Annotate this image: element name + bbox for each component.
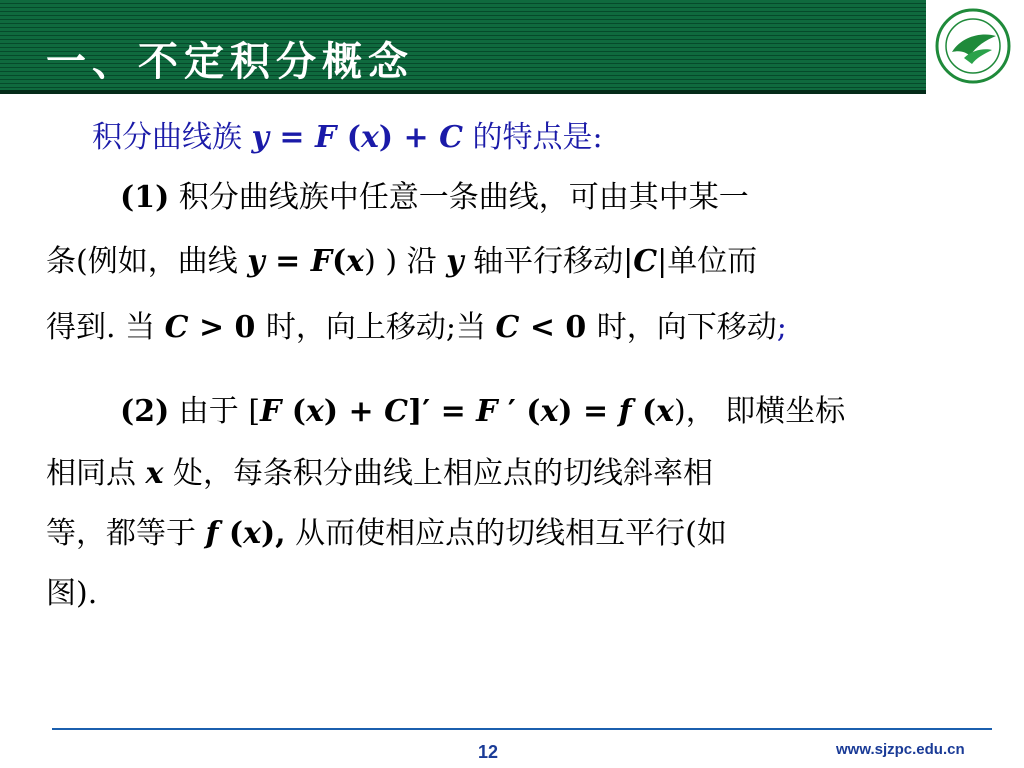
text-segment: ; bbox=[776, 310, 787, 345]
text-segment: f bbox=[618, 394, 632, 429]
text-segment: F bbox=[310, 244, 333, 279]
text-line-2 bbox=[120, 172, 749, 216]
text-segment: x bbox=[145, 456, 164, 491]
page-number: 12 bbox=[478, 742, 499, 762]
text-segment: 得到. 当 bbox=[46, 310, 165, 345]
text-segment: x bbox=[540, 394, 559, 429]
text-segment: > 0 bbox=[188, 310, 266, 345]
text-segment: ) + bbox=[378, 120, 440, 155]
text-line-5 bbox=[120, 386, 845, 430]
text-segment: C bbox=[164, 310, 189, 345]
text-segment: ( bbox=[281, 394, 306, 429]
text-segment: 条(例如，曲线 bbox=[46, 244, 248, 279]
text-segment: (1) bbox=[120, 180, 170, 215]
text-segment: x bbox=[346, 244, 365, 279]
text-segment: 等，都等于 bbox=[46, 516, 206, 551]
text-segment: ]′ = bbox=[408, 394, 477, 429]
text-segment: 从而使相应点的切线相互平行(如 bbox=[285, 516, 727, 551]
text-segment: 轴平行移动| bbox=[463, 244, 634, 279]
text-segment: 积分曲线族 bbox=[92, 120, 252, 155]
text-segment: 由于 [ bbox=[169, 394, 261, 429]
text-segment: C bbox=[384, 394, 409, 429]
text-segment: F bbox=[476, 394, 498, 429]
text-segment: x bbox=[360, 120, 379, 155]
text-segment: C bbox=[633, 244, 658, 279]
text-segment: ′ ( bbox=[497, 394, 541, 429]
text-line-1 bbox=[92, 112, 603, 156]
text-segment: x bbox=[306, 394, 324, 429]
text-segment: |单位而 bbox=[657, 244, 758, 279]
text-segment: ( bbox=[332, 244, 347, 279]
text-segment: ) + bbox=[323, 394, 385, 429]
slide-title: 一、不定积分概念 bbox=[46, 39, 414, 85]
text-segment: ), bbox=[260, 516, 286, 551]
text-segment: = bbox=[268, 120, 316, 155]
text-segment: y bbox=[251, 120, 269, 155]
text-segment: = bbox=[264, 244, 311, 279]
text-segment: ( bbox=[218, 516, 244, 551]
text-segment: 时，向下移动 bbox=[596, 310, 777, 345]
text-segment: ) = bbox=[558, 394, 619, 429]
text-segment: ) ) 沿 bbox=[364, 244, 447, 279]
text-segment: F bbox=[315, 120, 337, 155]
text-segment: F bbox=[260, 394, 282, 429]
text-segment: ( bbox=[336, 120, 361, 155]
text-segment: x bbox=[656, 394, 675, 429]
text-line-3 bbox=[46, 236, 757, 280]
text-segment: y bbox=[446, 244, 464, 279]
text-segment: 时，向上移动;当 bbox=[265, 310, 496, 345]
text-line-6 bbox=[46, 448, 713, 492]
text-segment: 处，每条积分曲线上相应点的切线斜率相 bbox=[163, 456, 713, 491]
text-segment: C bbox=[439, 120, 463, 155]
text-segment: f bbox=[205, 516, 219, 551]
text-segment: 积分曲线族中任意一条曲线，可由其中某一 bbox=[169, 180, 749, 215]
text-line-7 bbox=[46, 508, 727, 552]
text-line-4 bbox=[46, 302, 787, 346]
text-segment: 图). bbox=[46, 576, 98, 611]
text-segment: 相同点 bbox=[46, 456, 146, 491]
website-url: www.sjzpc.edu.cn bbox=[836, 741, 965, 758]
text-segment: < 0 bbox=[519, 310, 597, 345]
text-segment: (2) bbox=[120, 394, 170, 429]
text-segment: x bbox=[243, 516, 261, 551]
text-segment: y bbox=[247, 244, 265, 279]
text-segment: )， 即横坐标 bbox=[674, 394, 846, 429]
text-segment: C bbox=[495, 310, 520, 345]
text-line-8 bbox=[46, 568, 97, 612]
footer-divider bbox=[52, 728, 992, 730]
text-segment: ( bbox=[631, 394, 657, 429]
text-segment: 的特点是: bbox=[462, 120, 603, 155]
